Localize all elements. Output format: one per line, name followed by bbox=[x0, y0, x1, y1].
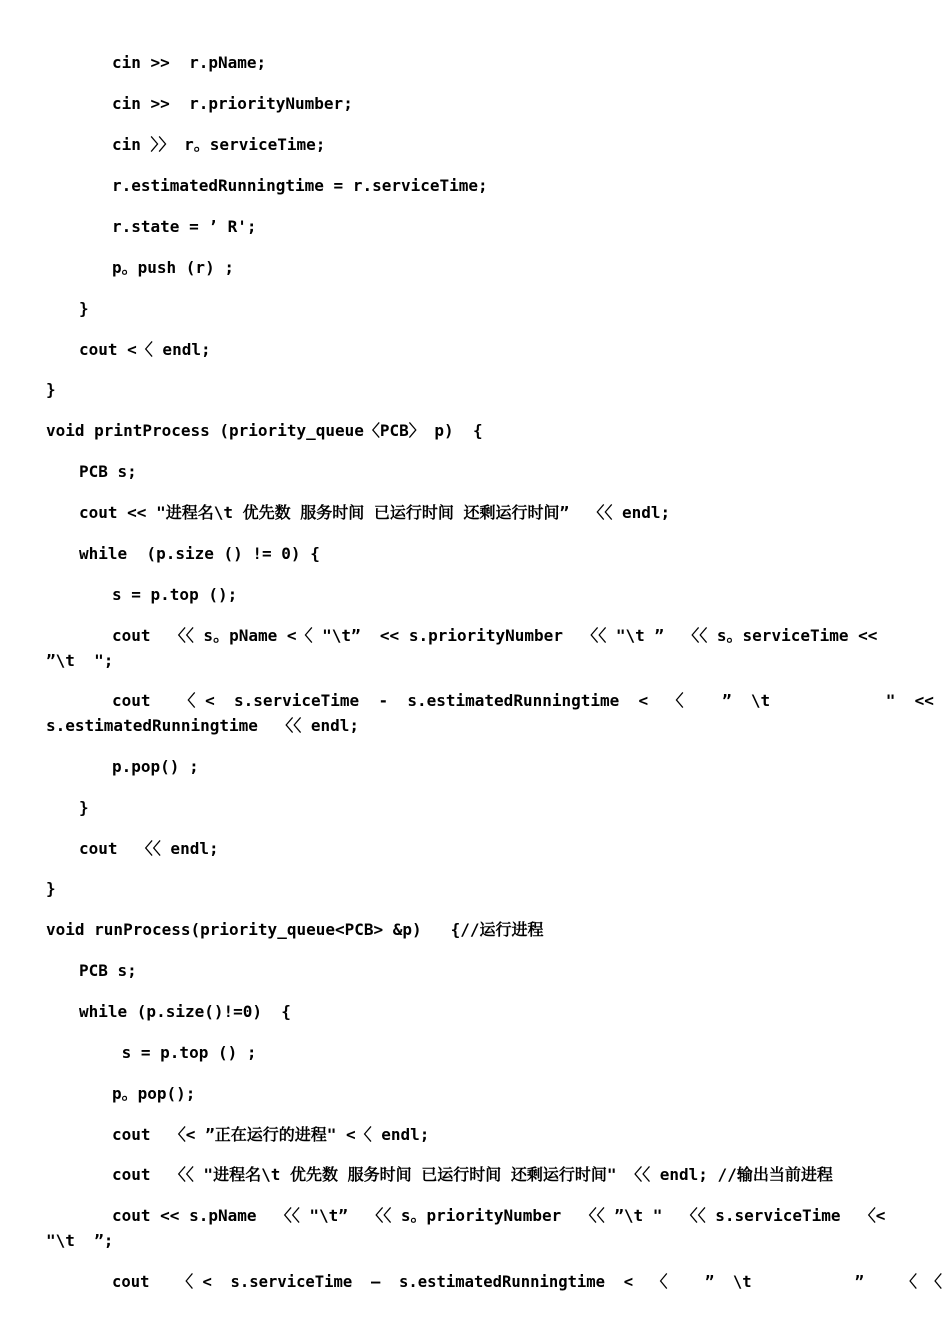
code-line: r.estimatedRunningtime = r.serviceTime; bbox=[112, 176, 488, 195]
code-line: p。pop(); bbox=[112, 1084, 196, 1103]
code-line: p。push (r) ; bbox=[112, 258, 234, 277]
code-line-wrap: s.estimatedRunningtime 〈〈 endl; bbox=[46, 716, 359, 735]
code-line: } bbox=[79, 798, 89, 817]
code-line: cout <〈 endl; bbox=[79, 340, 211, 359]
code-line: PCB s; bbox=[79, 961, 137, 980]
code-line: cout 〈〈 endl; bbox=[79, 839, 219, 858]
code-line: void printProcess (priority_queue〈PCB〉 p) { bbox=[46, 421, 483, 440]
code-line: PCB s; bbox=[79, 462, 137, 481]
code-line: r.state = ’ R'; bbox=[112, 217, 257, 236]
code-line: cout 〈< ”正在运行的进程" <〈 endl; bbox=[112, 1125, 430, 1144]
code-line: cout << s.pName 〈〈 "\t” 〈〈 s。priorityNumber 〈〈 ”\t " 〈〈 s.serviceTime 〈< bbox=[112, 1206, 886, 1225]
code-line: cout 〈 < s.serviceTime - s.estimatedRunningtime < 〈 ” \t " << bbox=[112, 691, 934, 710]
code-line: s = p.top () ; bbox=[112, 1043, 257, 1062]
code-line: void runProcess(priority_queue<PCB> &p) {//运行进程 bbox=[46, 920, 544, 939]
code-line: while (p.size () != 0) { bbox=[79, 544, 320, 563]
code-line: cout << "进程名\t 优先数 服务时间 已运行时间 还剩运行时间” 〈〈 endl; bbox=[79, 503, 671, 522]
code-line: cout 〈 < s.serviceTime — s.estimatedRunningtime < 〈 ” \t ” 〈 〈 bbox=[112, 1272, 942, 1291]
code-line: while (p.size()!=0) { bbox=[79, 1002, 291, 1021]
code-line: cin 〉〉 r。serviceTime; bbox=[112, 135, 326, 154]
code-line: } bbox=[79, 299, 89, 318]
code-line: cout 〈〈 s。pName <〈 "\t” << s.priorityNumber 〈〈 "\t ” 〈〈 s。serviceTime << bbox=[112, 626, 878, 645]
code-line: s = p.top (); bbox=[112, 585, 238, 604]
code-line: } bbox=[46, 380, 56, 399]
code-line-wrap: "\t ”; bbox=[46, 1231, 114, 1250]
code-line: } bbox=[46, 879, 56, 898]
code-line: cin >> r.pName; bbox=[112, 53, 267, 72]
code-line: cout 〈〈 "进程名\t 优先数 服务时间 已运行时间 还剩运行时间" 〈〈 endl; //输出当前进程 bbox=[112, 1165, 833, 1184]
code-line: cin >> r.priorityNumber; bbox=[112, 94, 353, 113]
code-line: p.pop() ; bbox=[112, 757, 199, 776]
code-line-wrap: ”\t "; bbox=[46, 651, 114, 670]
